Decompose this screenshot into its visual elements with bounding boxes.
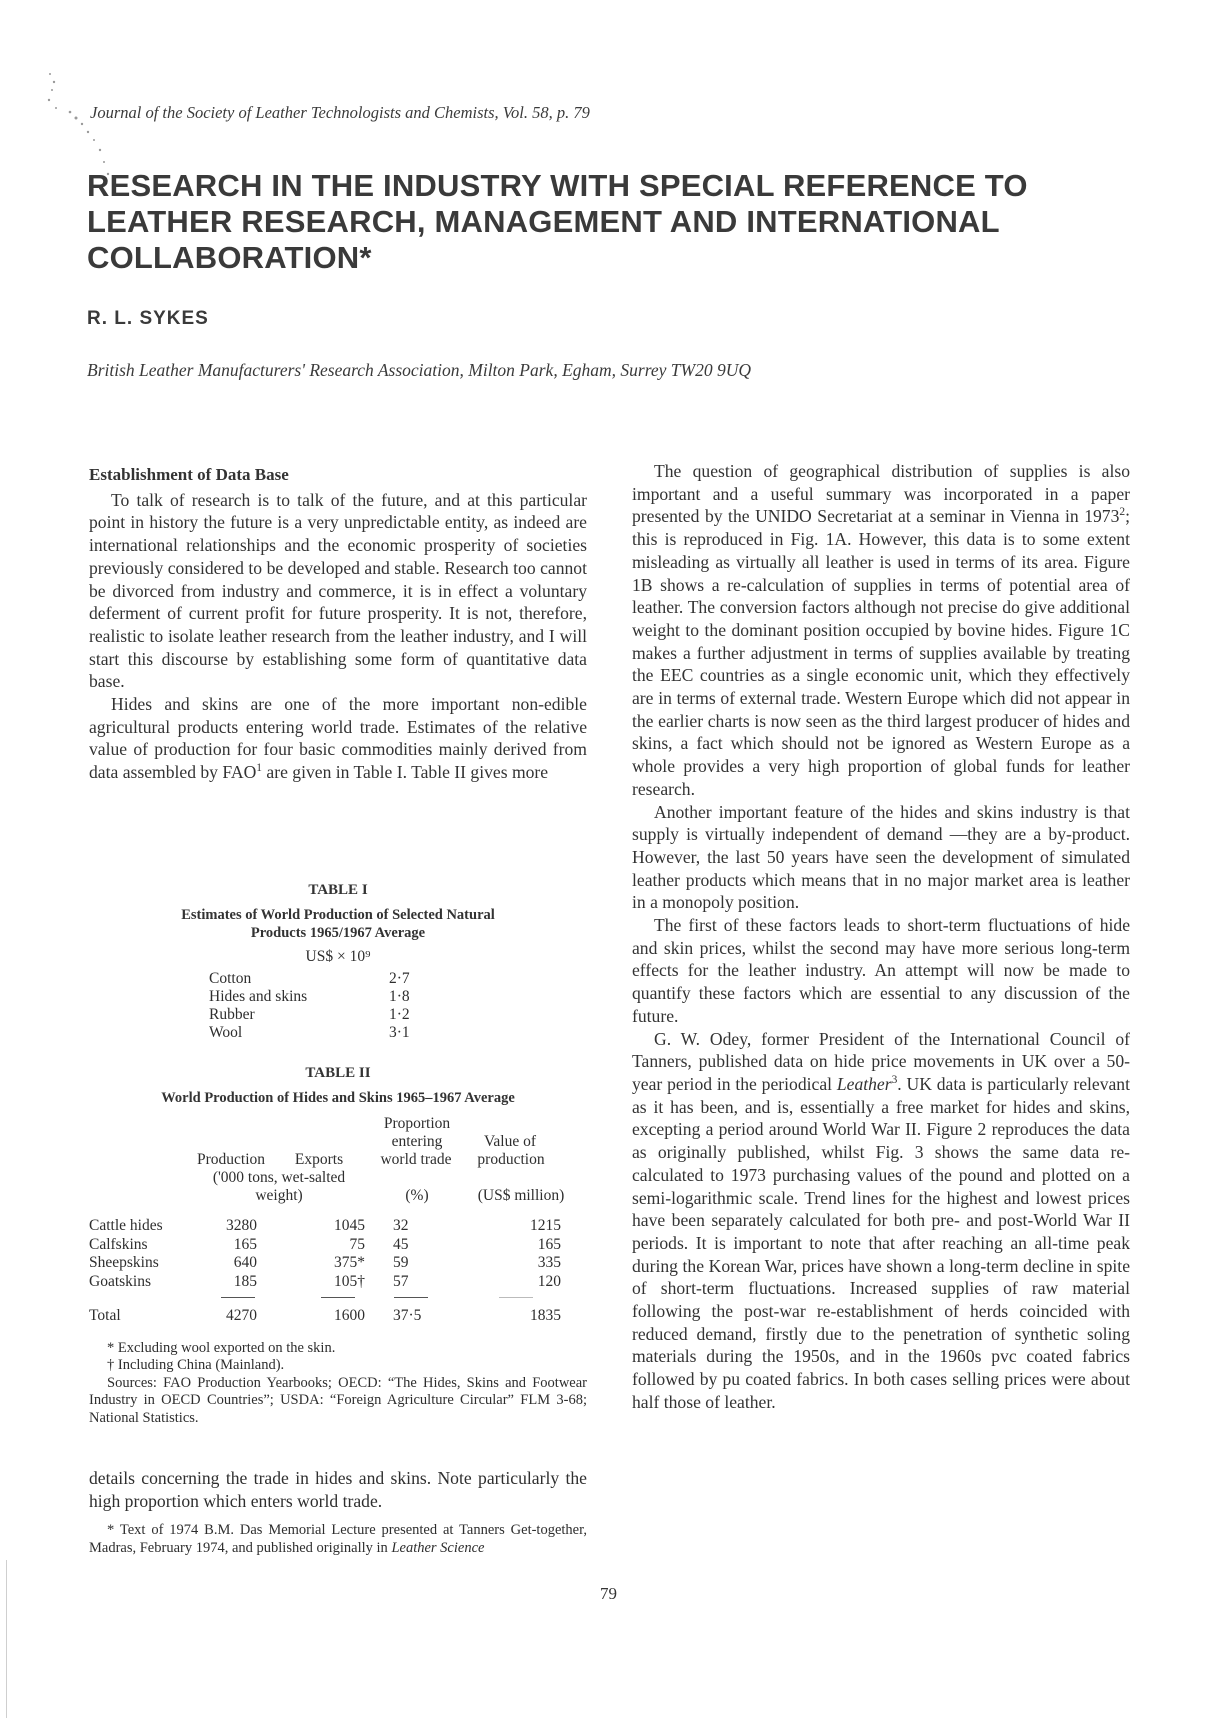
row-value: 3·1 bbox=[389, 1024, 410, 1041]
title-line-2: LEATHER RESEARCH, MANAGEMENT AND INTERNATIONAL bbox=[87, 204, 1000, 239]
exports-cell: 375* bbox=[334, 1254, 365, 1271]
exports-cell: 1045 bbox=[334, 1217, 365, 1234]
proportion-cell: 57 bbox=[393, 1272, 409, 1290]
col-header: Production bbox=[196, 1151, 266, 1168]
page-number: 79 bbox=[600, 1584, 617, 1603]
value-cell: 1215 bbox=[530, 1217, 561, 1234]
row-value: 1·8 bbox=[389, 988, 410, 1005]
table-row bbox=[89, 1273, 587, 1292]
table-row bbox=[209, 988, 587, 1006]
exports-cell: 105† bbox=[334, 1272, 365, 1290]
value-cell: 120 bbox=[537, 1272, 561, 1290]
proportion-cell: 59 bbox=[393, 1254, 409, 1271]
proportion-cell: 37·5 bbox=[393, 1307, 422, 1324]
table-label: TABLE II bbox=[305, 1065, 371, 1081]
paragraph-text: ; this is reproduced in Fig. 1A. However, this data is to some extent misleading as virtually all leather is used in terms of its area. Figure 1B shows a re-calculation of supplies in terms of potential area of leather. The conversion factors although not precise do give additional weight to the dominant position occupied by bovine hides. Figure 1C makes a further adjustment in terms of supplies available by treating the EEC countries as a single economic unit, which they effectively are in terms of external trade. Western Europe which did not appear in the earlier charts is now seen as the third largest producer of hides and skins, a fact which should not be ignored as Western Europe as a whole provides a very high proportion of global funds for leather research. bbox=[632, 506, 1130, 799]
section-heading: Establishment of Data Base bbox=[89, 465, 289, 484]
title-line-1: RESEARCH IN THE INDUSTRY WITH SPECIAL REFERENCE TO bbox=[87, 168, 1028, 203]
table-sources: Sources: FAO Production Yearbooks; OECD: “The Hides, Skins and Footwear Industry in OECD Countries”; USDA: “Foreign Agriculture Circular” FLM 3-68; National Statistics. bbox=[89, 1374, 587, 1426]
col-header: entering bbox=[391, 1133, 443, 1150]
exports-cell: 75 bbox=[349, 1235, 365, 1253]
article-title bbox=[87, 168, 1137, 276]
table-notes bbox=[89, 1340, 587, 1428]
rule-divider bbox=[499, 1297, 533, 1298]
table-unit: US$ × 10⁹ bbox=[305, 948, 371, 965]
rule-divider bbox=[394, 1297, 428, 1298]
table-label: TABLE I bbox=[308, 882, 368, 898]
proportion-cell: 45 bbox=[393, 1235, 409, 1253]
table-1 bbox=[89, 880, 587, 1042]
col-header: Exports bbox=[294, 1151, 344, 1168]
paragraph-text: Hides and skins are one of the more important non-edible agricultural products entering world trade. Estimates of the relative value of production for four basic commodities mainly derived from data assembled by FAO bbox=[89, 694, 587, 783]
paragraph: The first of these factors leads to short-term fluctuations of hide and skin prices, whilst the second may have more serious long-term effects for the leather industry. An attempt will now be made to quantify these factors which are essential to any discussion of the future. bbox=[632, 915, 1130, 1026]
table-row bbox=[209, 970, 587, 988]
title-footnote bbox=[89, 1521, 587, 1557]
row-label: Cotton bbox=[209, 970, 252, 987]
row-label: Wool bbox=[209, 1024, 243, 1041]
reference-marker: 1 bbox=[256, 762, 262, 775]
paragraph bbox=[89, 693, 587, 784]
col-header: Proportion bbox=[383, 1115, 451, 1132]
table-2 bbox=[89, 1063, 587, 1427]
table-caption bbox=[89, 906, 587, 942]
row-label: Calfskins bbox=[89, 1235, 148, 1253]
value-cell: 165 bbox=[537, 1235, 561, 1253]
journal-citation: Journal of the Society of Leather Technologists and Chemists, Vol. 58, p. 79 bbox=[90, 103, 590, 122]
table-header bbox=[89, 1113, 587, 1231]
production-cell: 640 bbox=[233, 1254, 257, 1271]
table-grid bbox=[89, 1113, 587, 1326]
footnote-text bbox=[89, 1521, 587, 1557]
author-affiliation: British Leather Manufacturers' Research Association, Milton Park, Egham, Surrey TW20 9UQ bbox=[87, 360, 751, 380]
paragraph-text: G. W. Odey, former President of the International Council of Tanners, published data on hide price movements in UK over a 50-year period in the periodical bbox=[632, 1028, 1130, 1094]
left-column bbox=[89, 464, 587, 784]
col-header: (%) bbox=[405, 1187, 429, 1204]
footnote-journal: Leather Science bbox=[391, 1540, 485, 1556]
col-header: (US$ million) bbox=[477, 1187, 565, 1204]
row-label: Cattle hides bbox=[89, 1217, 163, 1234]
paragraph bbox=[632, 460, 1130, 801]
table-row bbox=[209, 1024, 587, 1042]
value-cell: 335 bbox=[537, 1254, 561, 1271]
col-header: world trade bbox=[380, 1151, 452, 1168]
proportion-cell: 32 bbox=[393, 1217, 409, 1234]
paragraph-text: The question of geographical distribution of supplies is also important and a useful summary was incorporated in a paper presented by the UNIDO Secretariat at a seminar in Vienna in 1973 bbox=[632, 461, 1130, 527]
col-header: Value of bbox=[483, 1133, 537, 1150]
row-label: Sheepskins bbox=[89, 1254, 159, 1271]
reference-marker: 3 bbox=[891, 1074, 898, 1087]
paragraph: To talk of research is to talk of the future, and at this particular point in history the future is a very unpredictable entity, as indeed are international relationships and the economic prosperity of societies previously considered to be developed and stable. Research too cannot be divorced from industry and commerce, it is in effect a voluntary deferment of current profit for future prosperity. It is not, therefore, realistic to isolate leather research from the leather industry, and I will start this discourse by establishing some form of quantitative data base. bbox=[89, 489, 587, 692]
row-label: Rubber bbox=[209, 1006, 255, 1023]
value-cell: 1835 bbox=[530, 1307, 561, 1324]
col-header: weight) bbox=[255, 1187, 303, 1204]
title-line-3: COLLABORATION* bbox=[87, 240, 372, 275]
paragraph-text: are given in Table I. Table II gives more bbox=[262, 762, 549, 783]
row-label: Hides and skins bbox=[209, 988, 308, 1005]
reference-marker: 2 bbox=[1119, 506, 1126, 519]
footnote-body: * Text of 1974 B.M. Das Memorial Lecture presented at Tanners Get-together, Madras, February 1974, and published originally in bbox=[89, 1522, 587, 1556]
table-note: * Excluding wool exported on the skin. bbox=[107, 1339, 336, 1356]
total-rules bbox=[89, 1291, 587, 1305]
paragraph-continuation: details concerning the trade in hides and skins. Note particularly the high proportion which enters world trade. bbox=[89, 1468, 587, 1511]
rule-divider bbox=[221, 1297, 255, 1298]
col-header: ('000 tons, wet-salted bbox=[212, 1169, 346, 1186]
caption-line: Estimates of World Production of Selected Natural bbox=[181, 907, 495, 923]
caption-line: Products 1965/1967 Average bbox=[250, 925, 426, 941]
rule-divider bbox=[321, 1297, 355, 1298]
table-row bbox=[89, 1254, 587, 1273]
table-note: † Including China (Mainland). bbox=[107, 1357, 285, 1373]
production-cell: 4270 bbox=[226, 1307, 257, 1324]
paragraph bbox=[632, 1028, 1130, 1414]
author-name: R. L. SYKES bbox=[87, 308, 209, 329]
right-column bbox=[632, 460, 1130, 1414]
scan-edge-line bbox=[6, 1560, 7, 1718]
paragraph-text: . UK data is particularly relevant as it has been, and is, essentially a free market for hides and skins, excepting a period around World War II. Figure 2 reproduces the data as originally published, whilst Fig. 3 shows the same data re-calculated to 1973 purchasing values of the pound and plotted on a semi-logarithmic scale. Trend lines for the highest and lowest prices have been separately calculated for both pre- and post-World War II periods. It is important to note that after reaching an all-time peak during the Korean War, prices have shown a long-term decline in spite of short-term fluctuations. Increased supplies of raw material following the post-war re-establishment of herds coincided with reduced demand, firstly due to the penetration of synthetic soling materials during the 1950s, and in the 1960s pvc coated fabrics followed by pu coated fabrics. In both cases selling prices were about half those of leather. bbox=[632, 1073, 1130, 1412]
table-row bbox=[89, 1236, 587, 1255]
table-caption: World Production of Hides and Skins 1965–1967 Average bbox=[161, 1090, 515, 1106]
col-header: production bbox=[477, 1151, 545, 1168]
row-value: 1·2 bbox=[389, 1006, 410, 1023]
periodical-title: Leather bbox=[836, 1073, 892, 1094]
paragraph: Another important feature of the hides and skins industry is that supply is virtually independent of demand —they are a by-product. However, the last 50 years have seen the development of simulated leather products which means that in no major market area is leather in a monopoly position. bbox=[632, 801, 1130, 913]
table-body bbox=[209, 970, 587, 1042]
table-total-row bbox=[89, 1307, 587, 1326]
table-row bbox=[209, 1006, 587, 1024]
row-label: Total bbox=[89, 1307, 121, 1324]
row-value: 2·7 bbox=[389, 970, 410, 987]
production-cell: 3280 bbox=[226, 1217, 257, 1234]
row-label: Goatskins bbox=[89, 1272, 151, 1290]
production-cell: 185 bbox=[233, 1272, 257, 1290]
exports-cell: 1600 bbox=[334, 1307, 365, 1324]
production-cell: 165 bbox=[233, 1235, 257, 1253]
